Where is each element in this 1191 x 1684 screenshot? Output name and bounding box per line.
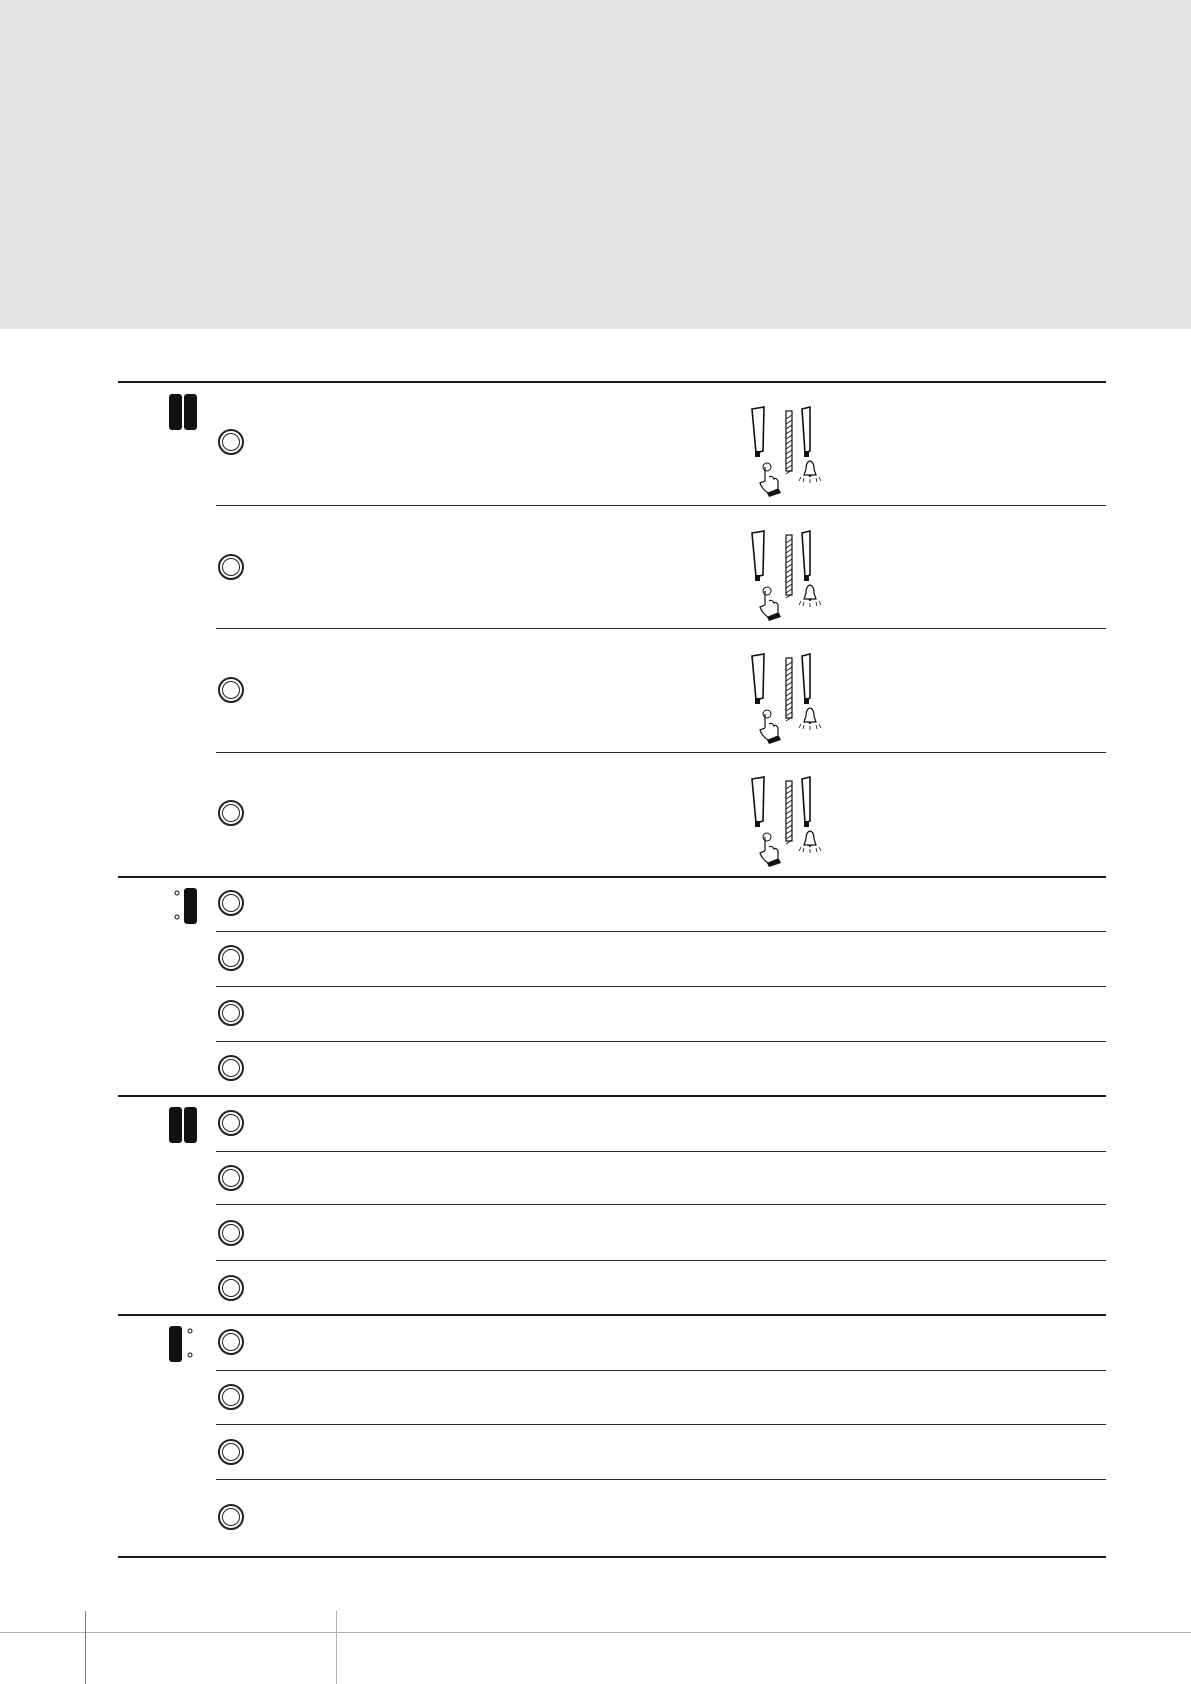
intercom-illustration xyxy=(748,405,828,505)
row-divider xyxy=(216,752,1106,753)
double-handset-icon xyxy=(168,393,200,436)
finger-press-icon xyxy=(760,463,781,497)
table-bottom-border xyxy=(118,1556,1106,1558)
row-divider xyxy=(216,628,1106,629)
bell-ringing-icon xyxy=(799,585,821,607)
option-radio[interactable] xyxy=(218,1504,244,1530)
option-radio[interactable] xyxy=(218,429,244,455)
row-divider xyxy=(216,505,1106,506)
row-divider xyxy=(216,1370,1106,1371)
handset-icon xyxy=(802,407,810,453)
row-divider xyxy=(216,1479,1106,1480)
row-divider xyxy=(216,1260,1106,1261)
option-radio[interactable] xyxy=(218,554,244,580)
double-handset-icon xyxy=(168,1106,200,1149)
intercom-illustration xyxy=(748,529,828,629)
option-radio[interactable] xyxy=(218,1165,244,1191)
footer-rule xyxy=(0,1632,1191,1633)
finger-press-icon xyxy=(760,833,781,867)
intercom-illustration xyxy=(748,652,828,752)
intercom-illustration xyxy=(748,775,828,875)
option-radio[interactable] xyxy=(218,800,244,826)
handset-icon xyxy=(752,777,764,823)
option-radio[interactable] xyxy=(218,1220,244,1246)
finger-press-icon xyxy=(760,710,781,744)
finger-press-icon xyxy=(760,587,781,621)
header-band xyxy=(0,0,1191,329)
option-radio[interactable] xyxy=(218,1329,244,1355)
row-divider xyxy=(216,1041,1106,1042)
handset-icon xyxy=(802,531,810,577)
option-radio[interactable] xyxy=(218,677,244,703)
option-radio[interactable] xyxy=(218,1110,244,1136)
row-divider xyxy=(216,1151,1106,1152)
option-radio[interactable] xyxy=(218,890,244,916)
row-divider xyxy=(216,931,1106,932)
option-radio[interactable] xyxy=(218,1000,244,1026)
handset-icon xyxy=(752,654,764,700)
row-divider xyxy=(216,1424,1106,1425)
section-divider xyxy=(118,1095,1106,1097)
footer-divider-right xyxy=(336,1611,337,1684)
row-divider xyxy=(216,986,1106,987)
section-divider xyxy=(118,381,1106,383)
section-divider xyxy=(118,1314,1106,1316)
handset-left-dots-icon xyxy=(168,1325,200,1368)
row-divider xyxy=(216,1204,1106,1205)
option-radio[interactable] xyxy=(218,1055,244,1081)
section-divider xyxy=(118,876,1106,878)
handset-icon xyxy=(802,654,810,700)
option-radio[interactable] xyxy=(218,1275,244,1301)
handset-icon xyxy=(802,777,810,823)
handset-icon xyxy=(752,531,764,577)
footer-divider-left xyxy=(85,1611,86,1684)
bell-ringing-icon xyxy=(799,461,821,483)
bell-ringing-icon xyxy=(799,831,821,853)
handset-icon xyxy=(752,407,764,453)
option-radio[interactable] xyxy=(218,1384,244,1410)
handset-right-dots-icon xyxy=(170,887,202,930)
option-radio[interactable] xyxy=(218,945,244,971)
option-radio[interactable] xyxy=(218,1439,244,1465)
bell-ringing-icon xyxy=(799,708,821,730)
